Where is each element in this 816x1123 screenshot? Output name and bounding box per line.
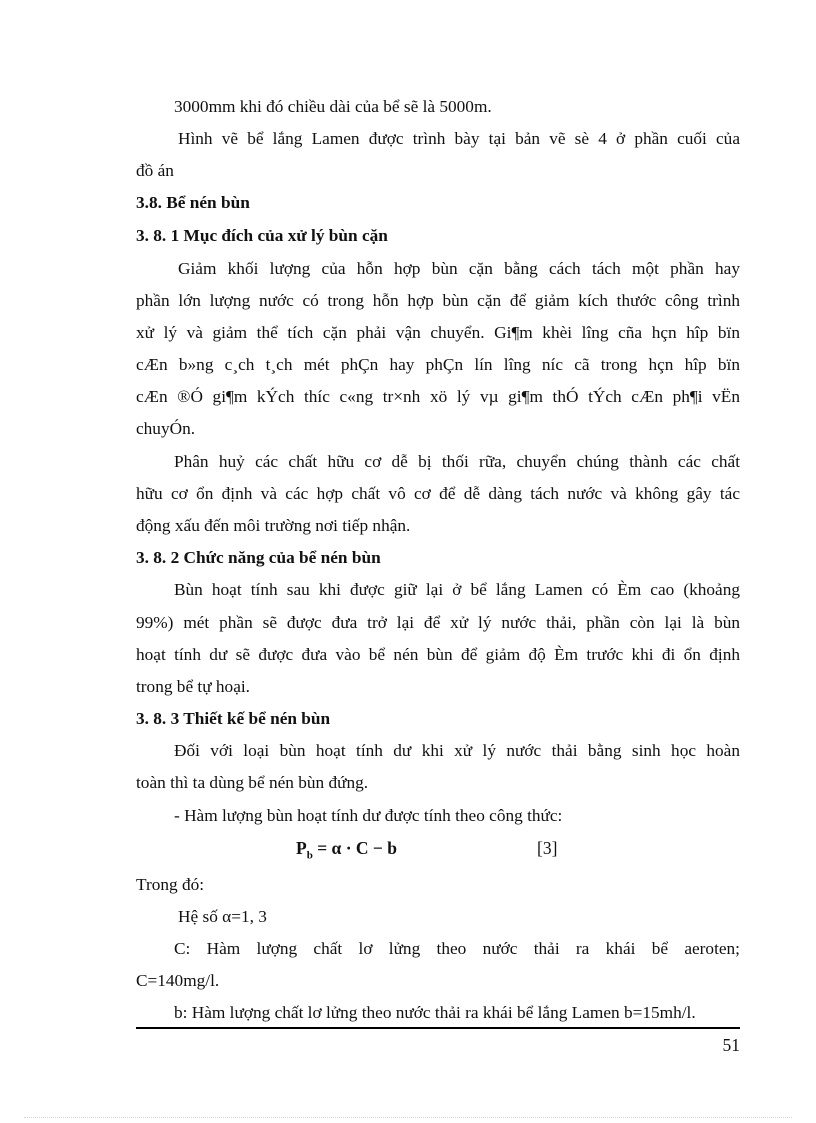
subsection-heading: 3. 8. 1 Mục đích của xử lý bùn cặn xyxy=(136,226,388,245)
page-edge-divider xyxy=(24,1117,792,1118)
text-line: Trong đó: xyxy=(136,875,205,894)
text-line: chuyÓn. xyxy=(136,419,196,438)
text-line: Hình vẽ bể lắng Lamen được trình bày tại bản vẽ sè 4 ở phần cuối của xyxy=(178,129,740,148)
text-line: hoạt tính dư sẽ được đưa vào bể nén bùn để giảm độ Èm trước khi đi ổn định xyxy=(136,645,740,664)
footer-rule xyxy=(136,1027,740,1029)
text-line: Giảm khối lượng của hỗn hợp bùn cặn bằng cách tách một phần hay xyxy=(178,259,740,278)
text-line: phần lớn lượng nước có trong hỗn hợp bùn cặn để giảm kích thước công trình xyxy=(136,291,740,310)
text-line: trong bể tự hoại. xyxy=(136,677,250,696)
text-line: xử lý và giảm thể tích cặn phải vận chuyển. Gi¶m khèi lîng cña hçn hîp bïn xyxy=(136,323,740,342)
text-line: toàn thì ta dùng bể nén bùn đứng. xyxy=(136,773,369,792)
subsection-heading: 3. 8. 2 Chức năng của bể nén bùn xyxy=(136,548,381,567)
text-line: hữu cơ ổn định và các hợp chất vô cơ để dễ dàng tách nước và không gây tác xyxy=(136,484,740,503)
text-line: b: Hàm lượng chất lơ lửng theo nước thải ra khái bể lắng Lamen b=15mh/l. xyxy=(174,1003,696,1022)
text-line: cÆn ®Ó gi¶m kÝch thíc c«ng tr×nh xö lý vµ gi¶m thÓ tÝch cÆn ph¶i vËn xyxy=(136,387,740,406)
section-heading: 3.8. Bể nén bùn xyxy=(136,193,250,212)
text-line: Bùn hoạt tính sau khi được giữ lại ở bể lắng Lamen có Èm cao (khoảng xyxy=(174,580,740,599)
text-line: - Hàm lượng bùn hoạt tính dư được tính theo công thức: xyxy=(174,806,563,825)
text-line: đồ án xyxy=(136,161,174,180)
formula-reference: [3] xyxy=(537,838,558,858)
formula-lhs: P xyxy=(296,838,307,858)
formula-lhs-subscript: b xyxy=(306,849,313,862)
formula xyxy=(296,837,397,867)
formula-rhs: = α · C − b xyxy=(317,838,397,858)
subsection-heading: 3. 8. 3 Thiết kế bể nén bùn xyxy=(136,709,331,728)
text-line: C: Hàm lượng chất lơ lửng theo nước thải ra khái bể aeroten; xyxy=(174,939,740,958)
text-line: 3000mm khi đó chiều dài của bể sẽ là 5000m. xyxy=(174,97,492,116)
text-line: cÆn b»ng c¸ch t¸ch mét phÇn hay phÇn lín lîng níc cã trong hçn hîp bïn xyxy=(136,355,740,374)
text-line: C=140mg/l. xyxy=(136,971,220,990)
text-line: Hệ số α=1, 3 xyxy=(178,907,267,926)
text-line: Phân huỷ các chất hữu cơ dễ bị thối rữa, chuyển chúng thành các chất xyxy=(174,452,740,471)
page-number: 51 xyxy=(722,1035,740,1055)
text-line: 99%) mét phần sẽ được đưa trở lại để xử lý nước thải, phần còn lại là bùn xyxy=(136,613,740,632)
text-line: động xấu đến môi trường nơi tiếp nhận. xyxy=(136,516,411,535)
text-line: Đối với loại bùn hoạt tính dư khi xử lý nước thải bằng sinh học hoàn xyxy=(174,741,740,760)
